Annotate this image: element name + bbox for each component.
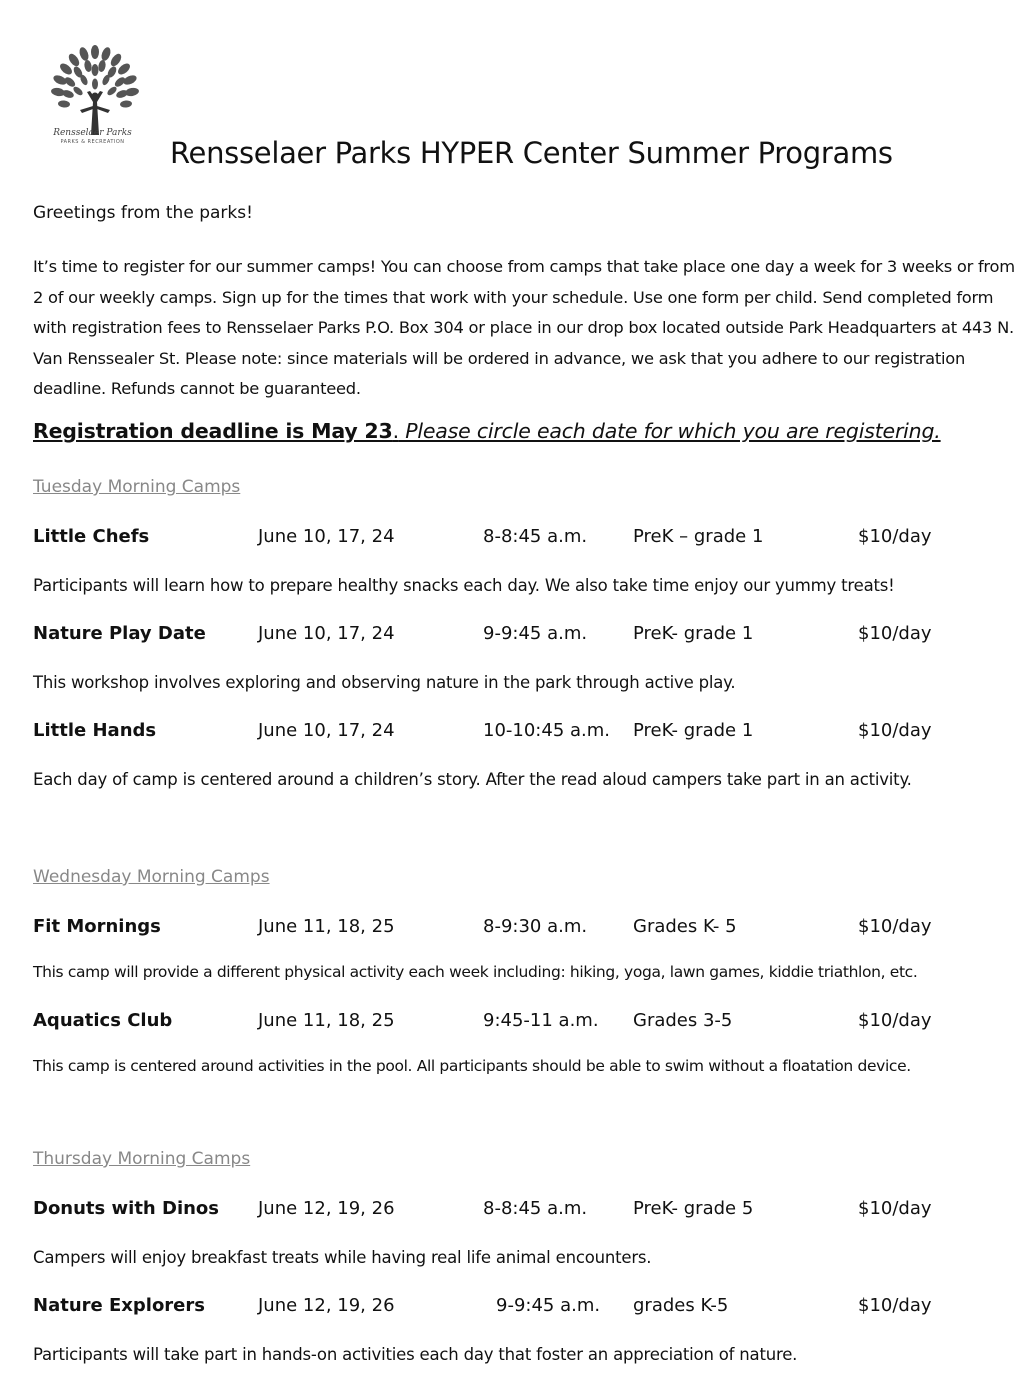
camp-description: Each day of camp is centered around a children’s story. After the read aloud campers take part in an activity.: [33, 770, 912, 789]
camp-name: Fit Mornings: [33, 916, 161, 937]
camp-name: Little Hands: [33, 720, 157, 741]
camp-name: Nature Explorers: [33, 1295, 205, 1316]
camp-dates: June 10, 17, 24: [258, 720, 395, 741]
camp-row: [0, 1010, 1015, 1036]
camp-row: [0, 526, 1015, 552]
section-heading-thursday: Thursday Morning Camps: [33, 1149, 251, 1169]
camp-description: This workshop involves exploring and observing nature in the park through active play.: [33, 673, 736, 692]
camp-dates: June 11, 18, 25: [258, 1010, 395, 1031]
camp-row: [0, 1295, 1015, 1321]
camp-price: $10/day: [858, 1198, 932, 1219]
deadline-instruction: Please circle each date for which you are registering.: [398, 419, 941, 443]
camp-grades: Grades 3-5: [633, 1010, 733, 1031]
section-heading-wednesday: Wednesday Morning Camps: [33, 867, 270, 887]
logo-subcaption: PARKS & RECREATION: [60, 139, 125, 145]
camp-grades: PreK- grade 1: [633, 623, 754, 644]
camp-dates: June 12, 19, 26: [258, 1295, 395, 1316]
camp-time: 8-9:30 a.m.: [483, 916, 588, 937]
camp-grades: PreK- grade 1: [633, 720, 754, 741]
camp-name: Little Chefs: [33, 526, 150, 547]
camp-grades: PreK- grade 5: [633, 1198, 754, 1219]
camp-description: This camp will provide a different physical activity each week including: hiking, yoga, lawn games, kiddie triathlon, etc.: [33, 963, 918, 981]
camp-grades: grades K-5: [633, 1295, 729, 1316]
camp-time: 9-9:45 a.m.: [483, 623, 588, 644]
logo-caption: Rensselaer Parks: [53, 128, 132, 138]
camp-row: [0, 916, 1015, 942]
camp-dates: June 10, 17, 24: [258, 623, 395, 644]
deadline-bold: Registration deadline is May 23: [33, 419, 393, 443]
camp-row: [0, 623, 1015, 649]
camp-price: $10/day: [858, 526, 932, 547]
camp-grades: PreK – grade 1: [633, 526, 764, 547]
camp-price: $10/day: [858, 1010, 932, 1031]
camp-name: Aquatics Club: [33, 1010, 173, 1031]
camp-time: 9:45-11 a.m.: [483, 1010, 599, 1031]
camp-time: 10-10:45 a.m.: [483, 720, 611, 741]
deadline-period: .: [392, 419, 399, 443]
camp-description: Participants will take part in hands-on activities each day that foster an appreciation of nature.: [33, 1345, 798, 1364]
camp-row: [0, 1198, 1015, 1224]
page-title: Rensselaer Parks HYPER Center Summer Programs: [170, 136, 893, 170]
camp-description: Campers will enjoy breakfast treats while having real life animal encounters.: [33, 1248, 652, 1267]
camp-time: 9-9:45 a.m.: [496, 1295, 601, 1316]
camp-price: $10/day: [858, 720, 932, 741]
camp-price: $10/day: [858, 623, 932, 644]
registration-deadline: [33, 419, 941, 443]
greeting: Greetings from the parks!: [33, 203, 253, 223]
camp-description: Participants will learn how to prepare healthy snacks each day. We also take time enjoy our yummy treats!: [33, 576, 895, 595]
camp-dates: June 12, 19, 26: [258, 1198, 395, 1219]
section-heading-tuesday: Tuesday Morning Camps: [33, 477, 241, 497]
camp-name: Donuts with Dinos: [33, 1198, 220, 1219]
camp-time: 8-8:45 a.m.: [483, 1198, 588, 1219]
camp-row: [0, 720, 1015, 746]
camp-description: This camp is centered around activities in the pool. All participants should be able to swim without a floatation device.: [33, 1057, 911, 1075]
camp-dates: June 11, 18, 25: [258, 916, 395, 937]
camp-grades: Grades K- 5: [633, 916, 737, 937]
camp-dates: June 10, 17, 24: [258, 526, 395, 547]
intro-paragraph: It’s time to register for our summer camps! You can choose from camps that take place one day a week for 3 weeks or from 2 of our weekly camps. Sign up for the times that work with your schedule. Use one form per child. Send completed form with registration fees to Rensselaer Parks P.O. Box 304 or place in our drop box located outside Park Headquarters at 443 N. Van Renssealer St. Please note: since materials will be ordered in advance, we ask that you adhere to our registration deadline. Refunds cannot be guaranteed.: [33, 257, 1015, 398]
camp-price: $10/day: [858, 916, 932, 937]
camp-name: Nature Play Date: [33, 623, 206, 644]
camp-price: $10/day: [858, 1295, 932, 1316]
camp-time: 8-8:45 a.m.: [483, 526, 588, 547]
